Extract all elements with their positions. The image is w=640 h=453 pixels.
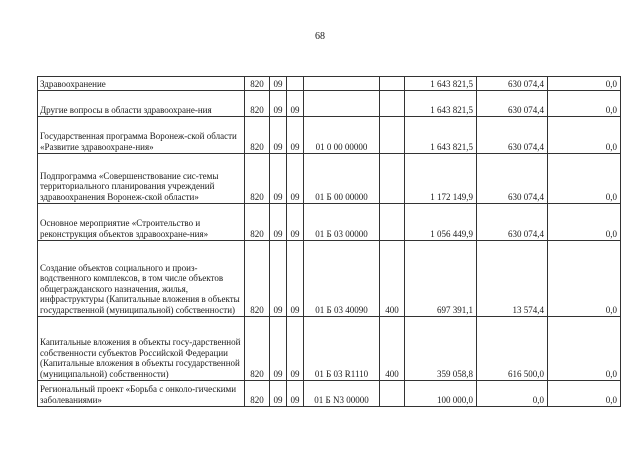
- table-row: [38, 241, 621, 317]
- sum-2: 630 074,4: [477, 77, 548, 91]
- ministry-code: 820: [245, 317, 270, 381]
- sum-3: 0,0: [548, 204, 621, 241]
- table-row: [38, 117, 621, 154]
- sum-2: 0,0: [477, 381, 548, 407]
- sum-1: 1 643 821,5: [405, 77, 477, 91]
- target-code: [304, 91, 380, 117]
- ministry-code: 820: [245, 154, 270, 204]
- sum-1: 1 172 149,9: [405, 154, 477, 204]
- target-code: 01 0 00 00000: [304, 117, 380, 154]
- section-code: 09: [270, 117, 287, 154]
- sum-1: 1 056 449,9: [405, 204, 477, 241]
- sum-3: 0,0: [548, 77, 621, 91]
- row-name: Региональный проект «Борьба с онколо-гическими заболеваниями»: [38, 381, 245, 407]
- expense-code: [380, 77, 405, 91]
- subsection-code: [287, 77, 304, 91]
- expense-code: [380, 204, 405, 241]
- table-row: [38, 381, 621, 407]
- sum-3: 0,0: [548, 91, 621, 117]
- section-code: 09: [270, 77, 287, 91]
- expense-code: [380, 154, 405, 204]
- section-code: 09: [270, 317, 287, 381]
- section-code: 09: [270, 241, 287, 317]
- expense-code: [380, 91, 405, 117]
- sum-2: 630 074,4: [477, 117, 548, 154]
- sum-1: 359 058,8: [405, 317, 477, 381]
- table-row: [38, 91, 621, 117]
- subsection-code: 09: [287, 117, 304, 154]
- row-name: Создание объектов социального и произ-водственного комплексов, в том числе объектов общегражданского назначения, жилья, инфраструктуры (Капитальные вложения в объекты государственной (муниципальной) собственности): [38, 241, 245, 317]
- sum-3: 0,0: [548, 381, 621, 407]
- sum-1: 100 000,0: [405, 381, 477, 407]
- table-row: [38, 204, 621, 241]
- row-name: Подпрограмма «Совершенствование сис-темы территориального планирования учреждений здравоохранения Воронеж-ской области»: [38, 154, 245, 204]
- table-row: [38, 77, 621, 91]
- page-number: 68: [315, 31, 325, 42]
- section-code: 09: [270, 381, 287, 407]
- table-body: [38, 77, 621, 407]
- target-code: 01 Б 03 R1110: [304, 317, 380, 381]
- expense-code: 400: [380, 241, 405, 317]
- sum-2: 630 074,4: [477, 204, 548, 241]
- expense-code: [380, 381, 405, 407]
- table-row: [38, 317, 621, 381]
- ministry-code: 820: [245, 204, 270, 241]
- sum-1: 1 643 821,5: [405, 117, 477, 154]
- subsection-code: 09: [287, 154, 304, 204]
- ministry-code: 820: [245, 77, 270, 91]
- subsection-code: 09: [287, 381, 304, 407]
- subsection-code: 09: [287, 91, 304, 117]
- target-code: 01 Б 00 00000: [304, 154, 380, 204]
- sum-3: 0,0: [548, 117, 621, 154]
- sum-3: 0,0: [548, 241, 621, 317]
- row-name: Государственная программа Воронеж-ской области «Развитие здравоохране-ния»: [38, 117, 245, 154]
- target-code: [304, 77, 380, 91]
- sum-1: 697 391,1: [405, 241, 477, 317]
- target-code: 01 Б 03 40090: [304, 241, 380, 317]
- sum-2: 13 574,4: [477, 241, 548, 317]
- sum-3: 0,0: [548, 317, 621, 381]
- expense-code: [380, 117, 405, 154]
- row-name: Здравоохранение: [38, 77, 245, 91]
- target-code: 01 Б 03 00000: [304, 204, 380, 241]
- sum-2: 616 500,0: [477, 317, 548, 381]
- subsection-code: 09: [287, 204, 304, 241]
- budget-table: [37, 76, 621, 407]
- table-row: [38, 154, 621, 204]
- expense-code: 400: [380, 317, 405, 381]
- ministry-code: 820: [245, 381, 270, 407]
- section-code: 09: [270, 154, 287, 204]
- row-name: Основное мероприятие «Строительство и реконструкция объектов здравоохране-ния»: [38, 204, 245, 241]
- row-name: Капитальные вложения в объекты госу-дарственной собственности субъектов Российской Федерации (Капитальные вложения в объекты государственной (муниципальной) собственности): [38, 317, 245, 381]
- ministry-code: 820: [245, 91, 270, 117]
- sum-2: 630 074,4: [477, 91, 548, 117]
- sum-3: 0,0: [548, 154, 621, 204]
- subsection-code: 09: [287, 317, 304, 381]
- sum-1: 1 643 821,5: [405, 91, 477, 117]
- ministry-code: 820: [245, 241, 270, 317]
- section-code: 09: [270, 204, 287, 241]
- sum-2: 630 074,4: [477, 154, 548, 204]
- row-name: Другие вопросы в области здравоохране-ния: [38, 91, 245, 117]
- section-code: 09: [270, 91, 287, 117]
- ministry-code: 820: [245, 117, 270, 154]
- target-code: 01 Б N3 00000: [304, 381, 380, 407]
- subsection-code: 09: [287, 241, 304, 317]
